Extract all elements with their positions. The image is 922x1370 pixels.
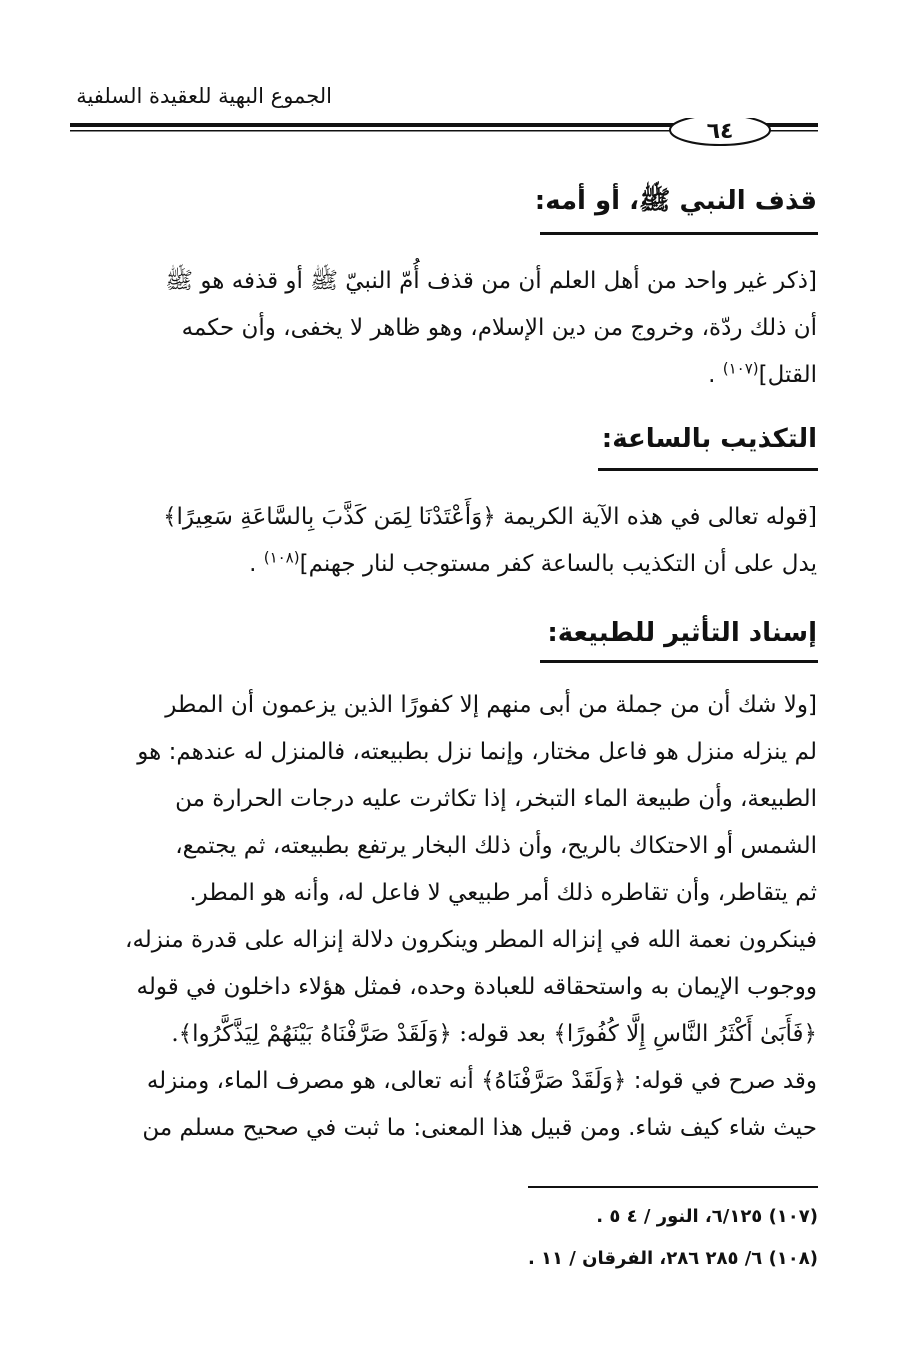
heading-underline <box>540 232 818 235</box>
trailing-period: . <box>708 362 716 388</box>
text-line: ووجوب الإيمان به واستحقاقه للعبادة وحده، فمثل هؤلاء داخلون في قوله <box>136 974 817 1000</box>
section-heading-attributing-nature: إسناد التأثير للطبيعة: <box>547 618 817 648</box>
section-1-paragraph <box>75 258 817 399</box>
footnote-ref-107: (١٠٧) <box>722 359 759 378</box>
footnote-107: (١٠٧) ٦/١٢٥، النور / ٤ ٥ . <box>596 1206 818 1227</box>
running-title: الجموع البهية للعقيدة السلفية <box>76 84 332 108</box>
footnote-separator <box>528 1186 818 1188</box>
text-line: يدل على أن التكذيب بالساعة كفر مستوجب لنار جهنم] <box>299 551 817 577</box>
text-line: القتل] <box>758 362 817 388</box>
text-line: ثم يتقاطر، وأن تقاطره ذلك أمر طبيعي لا فاعل له، وأنه هو المطر. <box>189 880 817 906</box>
trailing-period: . <box>249 551 257 577</box>
text-line: ﴿فَأَبَىٰ أَكْثَرُ النَّاسِ إِلَّا كُفُورًا﴾ بعد قوله: ﴿وَلَقَدْ صَرَّفْنَاهُ بَيْنَهُمْ لِيَذَّكَّرُوا﴾. <box>171 1021 817 1047</box>
footnote-ref-108: (١٠٨) <box>263 548 300 567</box>
text-line: الطبيعة، وأن طبيعة الماء التبخر، إذا تكاثرت عليه درجات الحرارة من <box>175 786 817 812</box>
header-rule-with-page-number <box>70 118 818 148</box>
text-line: وقد صرح في قوله: ﴿وَلَقَدْ صَرَّفْنَاهُ﴾ أنه تعالى، هو مصرف الماء، ومنزله <box>146 1068 817 1094</box>
text-line: لم ينزله منزل هو فاعل مختار، وإنما نزل بطبيعته، فالمنزل له عندهم: هو <box>137 739 817 765</box>
footnote-108: (١٠٨) ٦/ ٢٨٥ ٢٨٦، الفرقان / ١١ . <box>527 1248 818 1269</box>
text-line-last <box>75 541 817 588</box>
text-line: أن ذلك ردّة، وخروج من دين الإسلام، وهو ظاهر لا يخفى، وأن حكمه <box>181 315 817 341</box>
text-line: [ولا شك أن من جملة من أبى منهم إلا كفورًا الذين يزعمون أن المطر <box>165 692 817 718</box>
text-line: الشمس أو الاحتكاك بالريح، وأن ذلك البخار يرتفع بطبيعته، ثم يجتمع، <box>175 833 817 859</box>
text-line: حيث شاء كيف شاء. ومن قبيل هذا المعنى: ما ثبت في صحيح مسلم من <box>142 1115 817 1141</box>
text-line: [قوله تعالى في هذه الآية الكريمة ﴿وَأَعْتَدْنَا لِمَن كَذَّبَ بِالسَّاعَةِ سَعِيرًا﴾ <box>163 504 817 530</box>
text-line: [ذكر غير واحد من أهل العلم أن من قذف أُمّ النبيّ ﷺ أو قذفه هو ﷺ <box>165 268 817 294</box>
heading-underline <box>540 660 818 663</box>
page-number: ٦٤ <box>706 119 734 144</box>
heading-underline <box>598 468 818 471</box>
section-heading-prophet-slander: قذف النبي ﷺ، أو أمه: <box>534 186 817 216</box>
text-line: فينكرون نعمة الله في إنزاله المطر وينكرون دلالة إنزاله على قدرة منزله، <box>125 927 817 953</box>
section-3-paragraph <box>75 682 817 1152</box>
text-line-last <box>75 352 817 399</box>
section-2-paragraph <box>75 494 817 588</box>
section-heading-denial-of-hour: التكذيب بالساعة: <box>601 424 817 454</box>
